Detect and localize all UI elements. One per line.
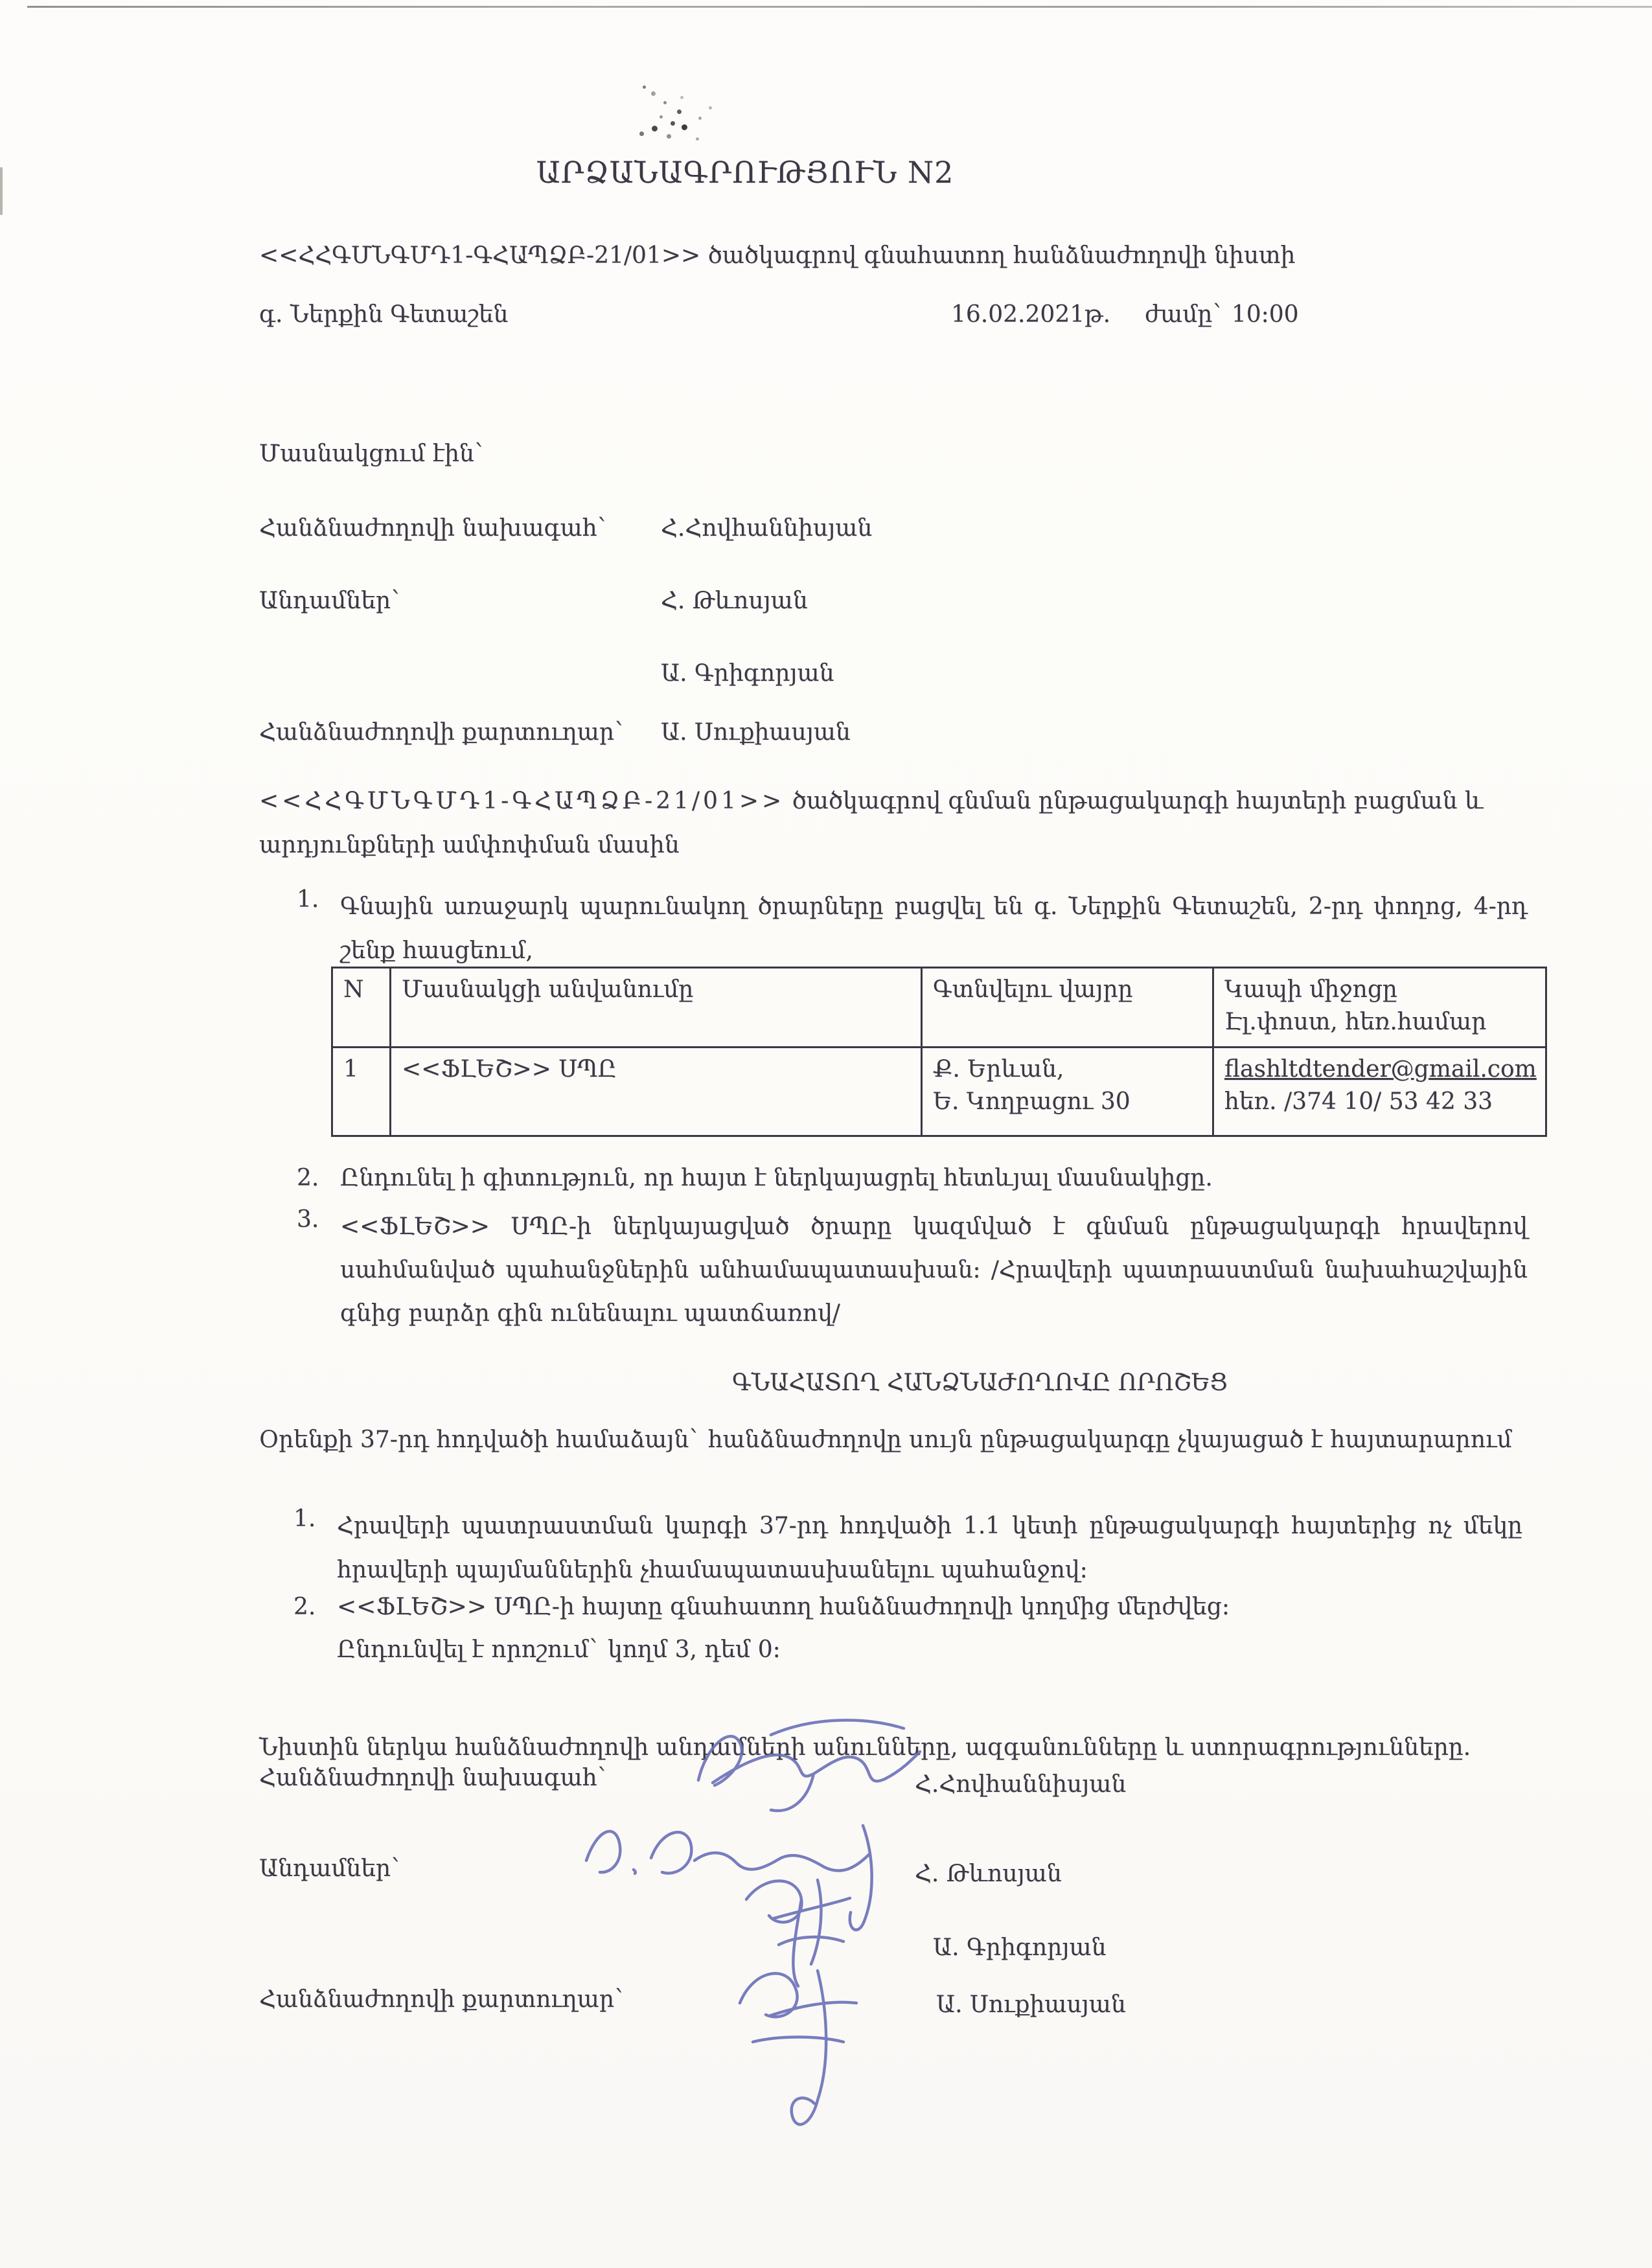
meeting-subtitle — [259, 241, 1295, 270]
contact-phone: հեռ. /374 10/ 53 42 33 — [1224, 1088, 1493, 1115]
scan-edge-line — [27, 6, 1652, 8]
decision-item2-number: 2. — [293, 1594, 316, 1620]
location-line2: Ե. Կողբացու 30 — [933, 1088, 1130, 1115]
meeting-date: 16.02.2021թ. — [951, 301, 1111, 328]
cell-participant-name: <<ՖԼԵՇ>> ՍՊԸ — [391, 1048, 922, 1136]
header-cell-location: Գտնվելու վայրը — [922, 968, 1213, 1048]
sig-name-member1: Հ. Թևոսյան — [915, 1861, 1062, 1887]
list1-item2-number: 2. — [297, 1165, 319, 1191]
signature-member1 — [586, 1826, 872, 1930]
procedure-code-2: <<ՀՀԳՄՆԳՄԴ1-ԳՀԱՊՁԲ-21/01>> — [259, 788, 785, 814]
participant-label-members: Անդամներ` — [259, 588, 403, 614]
cell-location — [922, 1048, 1213, 1136]
bidders-table — [331, 967, 1547, 1137]
header-cell-contact — [1213, 968, 1546, 1048]
header-contact-line2: Էլ.փոստ, հեռ.համար — [1224, 1009, 1487, 1035]
location-line1: Ք. Երևան, — [933, 1056, 1064, 1082]
participant-label-chairman: Հանձնաժողովի նախագահ` — [259, 515, 609, 542]
sig-name-chairman: Հ.Հովհաննիսյան — [915, 1771, 1127, 1798]
ink-smudge — [643, 86, 646, 89]
decision-heading: ԳՆԱՀԱՏՈՂ ՀԱՆՁՆԱԺՈՂՈՎԸ ՈՐՈՇԵՑ — [732, 1369, 1228, 1396]
procedure-code: <<ՀՀԳՄՆԳՄԴ1-ԳՀԱՊՁԲ-21/01>> — [259, 242, 701, 269]
closing-line: Նիստին ներկա հանձնաժողովի անդամների անունները, ազգանունները և ստորագրությունները. — [259, 1734, 1471, 1761]
contact-email: flashltdtender@gmail.com — [1224, 1056, 1537, 1082]
subject-rest: ծածկագրով գնման ընթացակարգի հայտերի բացման և արդյունքների ամփոփման մասին — [259, 788, 1484, 858]
header-cell-participant: Մասնակցի անվանումը — [391, 968, 922, 1048]
header-contact-line1: Կապի միջոցը — [1224, 976, 1397, 1003]
participant-label-secretary: Հանձնաժողովի քարտուղար` — [259, 719, 626, 746]
decision-item1-text: Հրավերի պատրաստման կարգի 37-րդ հոդվածի 1.1 կետի ընթացակարգի հայտերից ոչ մեկը հրավերի պայմաններին չհամապատասխանելու պահանջով: — [337, 1513, 1522, 1583]
list1-item2-text: Ընդունել ի գիտություն, որ հայտ է ներկայացրել հետևյալ մասնակիցը. — [340, 1165, 1213, 1191]
sig-name-member2: Ա. Գրիգորյան — [933, 1934, 1107, 1961]
participant-name-member2: Ա. Գրիգորյան — [661, 660, 834, 687]
participant-name-member1: Հ. Թևոսյան — [661, 588, 808, 614]
subject-paragraph — [259, 779, 1539, 867]
cell-contact — [1213, 1048, 1546, 1136]
meeting-subtitle-rest: ծածկագրով գնահատող հանձնաժողովի նիստի — [700, 242, 1296, 269]
sig-name-secretary: Ա. Սուքիասյան — [936, 1991, 1126, 2018]
table-header-row — [332, 968, 1546, 1048]
participant-name-secretary: Ա. Սուքիասյան — [661, 719, 851, 746]
sig-label-secretary: Հանձնաժողովի քարտուղար` — [259, 1986, 626, 2013]
header-cell-n: N — [332, 968, 391, 1048]
signature-member2 — [746, 1880, 850, 1986]
decision-intro: Օրենքի 37-րդ հոդվածի համաձայն` հանձնաժողովը սույն ընթացակարգը չկայացած է հայտարարում — [259, 1426, 1512, 1453]
cell-row-number: 1 — [332, 1048, 391, 1136]
vote-result-line: Ընդունվել է որոշում` կողմ 3, դեմ 0: — [337, 1636, 781, 1663]
list1-item1-text: Գնային առաջարկ պարունակող ծրարները բացվել են գ. Ներքին Գետաշեն, 2-րդ փողոց, 4-րդ շենք հասցեում, — [340, 893, 1528, 964]
participant-name-chairman: Հ.Հովհաննիսյան — [661, 515, 873, 542]
participants-intro: Մասնակցում էին` — [259, 441, 486, 467]
decision-item2-text: <<ՖԼԵՇ>> ՍՊԸ-ի հայտը գնահատող հանձնաժողովի կողմից մերժվեց: — [337, 1594, 1230, 1620]
document-title: ԱՐՁԱՆԱԳՐՈՒԹՅՈՒՆ N2 — [536, 155, 954, 190]
sig-label-chairman: Հանձնաժողովի նախագահ` — [259, 1765, 609, 1791]
list1-item3-text: <<ՖԼԵՇ>> ՍՊԸ-ի ներկայացված ծրարը կազմված է գնման ընթացակարգի հրավերով սահմանված պահանջներին անհամապատասխան: /Հրավերի պատրաստման նախահաշվային գնից բարձր գին ունենալու պատճառով/ — [340, 1213, 1528, 1327]
meeting-time: ժամը` 10:00 — [1145, 301, 1299, 328]
meeting-place: գ. Ներքին Գետաշեն — [259, 301, 509, 328]
sig-label-members: Անդամներ` — [259, 1855, 403, 1882]
list1-item3-number: 3. — [297, 1206, 319, 1233]
signature-secretary — [740, 1971, 856, 2124]
list1-item1-number: 1. — [297, 886, 319, 913]
table-row — [332, 1048, 1546, 1136]
decision-item1-number: 1. — [293, 1506, 316, 1532]
